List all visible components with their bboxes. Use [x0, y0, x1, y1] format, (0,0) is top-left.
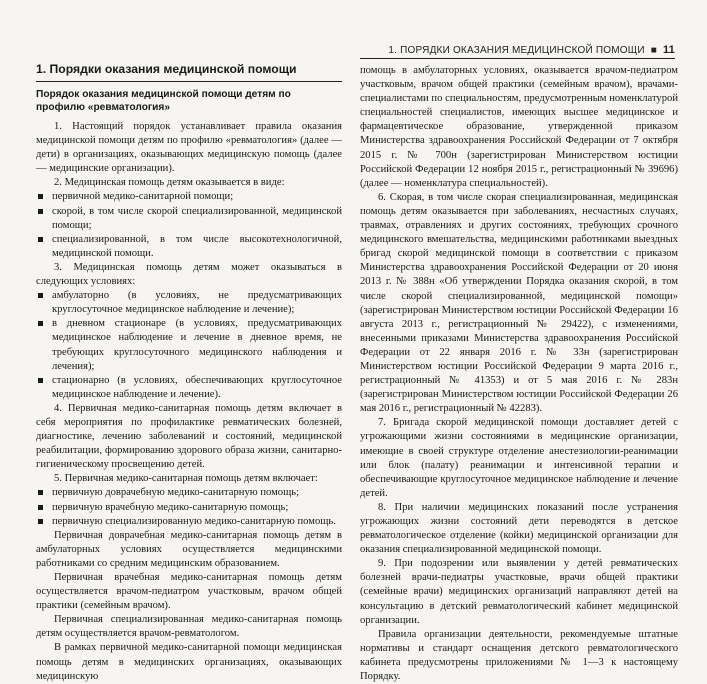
- square-bullet-icon: [38, 505, 43, 510]
- running-title: 1. ПОРЯДКИ ОКАЗАНИЯ МЕДИЦИНСКОЙ ПОМОЩИ: [388, 44, 645, 56]
- right-column: [360, 64, 678, 684]
- list-item: стационарно (в условиях, обеспечивающих круглосуточное медицинское наблюдение и лечение).: [36, 374, 342, 402]
- list-item: скорой, в том числе скорой специализированной, медицинской помощи;: [36, 205, 342, 233]
- paragraph: В рамках первичной медико-санитарной помощи медицинская помощь детям в медицинских организациях, оказывающих медицинскую: [36, 642, 342, 682]
- running-header: [388, 44, 675, 56]
- section-title: 1. Порядки оказания медицинской помощи: [36, 62, 342, 82]
- paragraph: 8. При наличии медицинских показаний после устранения угрожающих жизни состояний дети переводятся в детское ревматологическое отделение (койки) медицинской организации для оказания специализированной медицинской помощи.: [360, 501, 678, 556]
- paragraph: 3. Медицинская помощь детям может оказываться в следующих условиях:: [36, 261, 342, 288]
- list-item: первичной медико-санитарной помощи;: [36, 190, 342, 204]
- paragraph: 6. Скорая, в том числе скорая специализированная, медицинская помощь детям оказывается при заболеваниях, несчастных случаях, травмах, отравлениях и других состояниях, требующих срочного медицинского вмешательства, медицинскими работниками выездных бригад скорой медицинской помощи в соответствии с приказом Министерства здравоохранения Российской Федерации от 20 июня 2013 г. № 388н «Об утверждении Порядка оказания скорой, в том числе скорой специализированной, медицинской помощи» (зарегистрирован Министерством юстиции Российской Федерации 16 августа 2013 г., регистрационный № 29422), с изменениями, внесенными приказами Министерства здравоохранения Российской Федерации от 22 января 2016 г. № 33н (зарегистрирован Министерством юстиции Российской Федерации 9 марта 2016 г., регистрационный № 41353) и от 5 мая 2016 г. № 283н (зарегистрирован Министерством юстиции Российской Федерации 26 мая 2016 г., регистрационный № 42283).: [360, 191, 678, 415]
- paragraph: 4. Первичная медико-санитарная помощь детям включает в себя мероприятия по профилактике ревматических болезней, диагностике, лечению заболеваний и состояний, медицинской реабилитации, формированию здорового образа жизни, санитарно-гигиеническому просвещению детей.: [36, 402, 342, 471]
- square-bullet-icon: [38, 237, 43, 242]
- paragraph: Первичная специализированная медико-санитарная помощь детям осуществляется врачом-ревматологом.: [36, 614, 342, 640]
- square-bullet-icon: [38, 194, 43, 199]
- paragraph: помощь в амбулаторных условиях, оказывается врачом-педиатром участковым, врачом общей практики (семейным врачом), врачами-специалистами по специальностям, предусмотренным номенклатурой специальностей специалистов, имеющих высшее медицинское и фармацевтическое образование, утвержденной приказом Министерства здравоохранения Российской Федерации от 7 октября 2015 г. № 700н (зарегистрирован Министерством юстиции Российской Федерации 12 ноября 2015 г., регистрационный № 39696) (далее — номенклатура специальностей).: [360, 65, 678, 189]
- paragraph: 2. Медицинская помощь детям оказывается в виде:: [54, 177, 285, 189]
- header-separator: ■: [650, 44, 657, 56]
- page-number: 11: [662, 44, 675, 56]
- list-item: в дневном стационаре (в условиях, предусматривающих медицинское наблюдение и лечение в дневное время, не требующих круглосуточного медицинского наблюдения и лечения);: [36, 317, 342, 373]
- square-bullet-icon: [38, 293, 43, 298]
- bullet-list: [36, 190, 342, 260]
- paragraph: 5. Первичная медико-санитарная помощь детям включает:: [54, 473, 318, 485]
- list-item: первичную специализированную медико-санитарную помощь.: [36, 515, 342, 529]
- list-item: амбулаторно (в условиях, не предусматривающих круглосуточное медицинское наблюдение и лечение);: [36, 289, 342, 317]
- list-item: первичную доврачебную медико-санитарную помощь;: [36, 486, 342, 500]
- square-bullet-icon: [38, 490, 43, 495]
- list-item: специализированной, в том числе высокотехнологичной, медицинской помощи.: [36, 233, 342, 261]
- bullet-list: [36, 486, 342, 528]
- paragraph: Первичная врачебная медико-санитарная помощь детям осуществляется врачом-педиатром участковым, врачом общей практики (семейным врачом).: [36, 572, 342, 612]
- paragraph: Правила организации деятельности, рекомендуемые штатные нормативы и стандарт оснащения детского ревматологического кабинета предусмотрены приложениями № 1—3 к настоящему Порядку.: [360, 628, 678, 683]
- square-bullet-icon: [38, 209, 43, 214]
- paragraph: Первичная доврачебная медико-санитарная помощь детям в амбулаторных условиях осуществляется медицинскими работниками со средним медицинским образованием.: [36, 529, 342, 569]
- list-item: первичную врачебную медико-санитарную помощь;: [36, 501, 342, 515]
- bullet-list: [36, 289, 342, 402]
- left-column: [36, 62, 342, 684]
- paragraph: 7. Бригада скорой медицинской помощи доставляет детей с угрожающими жизни состояниями в медицинские организации, имеющие в своей структуре отделение анестезиологии-реанимации или блок (палату) реанимации и интенсивной терапии и обеспечивающие круглосуточное медицинское наблюдение и лечение детей.: [360, 417, 678, 499]
- square-bullet-icon: [38, 519, 43, 524]
- square-bullet-icon: [38, 321, 43, 326]
- paragraph: 9. При подозрении или выявлении у детей ревматических болезней врачи-педиатры участковые, врачи общей практики (семейные врачи) медицинских организаций направляют детей на консультацию в детский ревматологический кабинет медицинской организации.: [360, 558, 678, 626]
- square-bullet-icon: [38, 378, 43, 383]
- header-rule: [360, 58, 675, 59]
- subsection-title: Порядок оказания медицинской помощи детям по профилю «ревматология»: [36, 89, 291, 113]
- paragraph: 1. Настоящий порядок устанавливает правила оказания медицинской помощи детям по профилю «ревматология» (далее — дети) в организациях, оказывающих медицинскую помощь (далее — медицинские организации).: [36, 121, 342, 175]
